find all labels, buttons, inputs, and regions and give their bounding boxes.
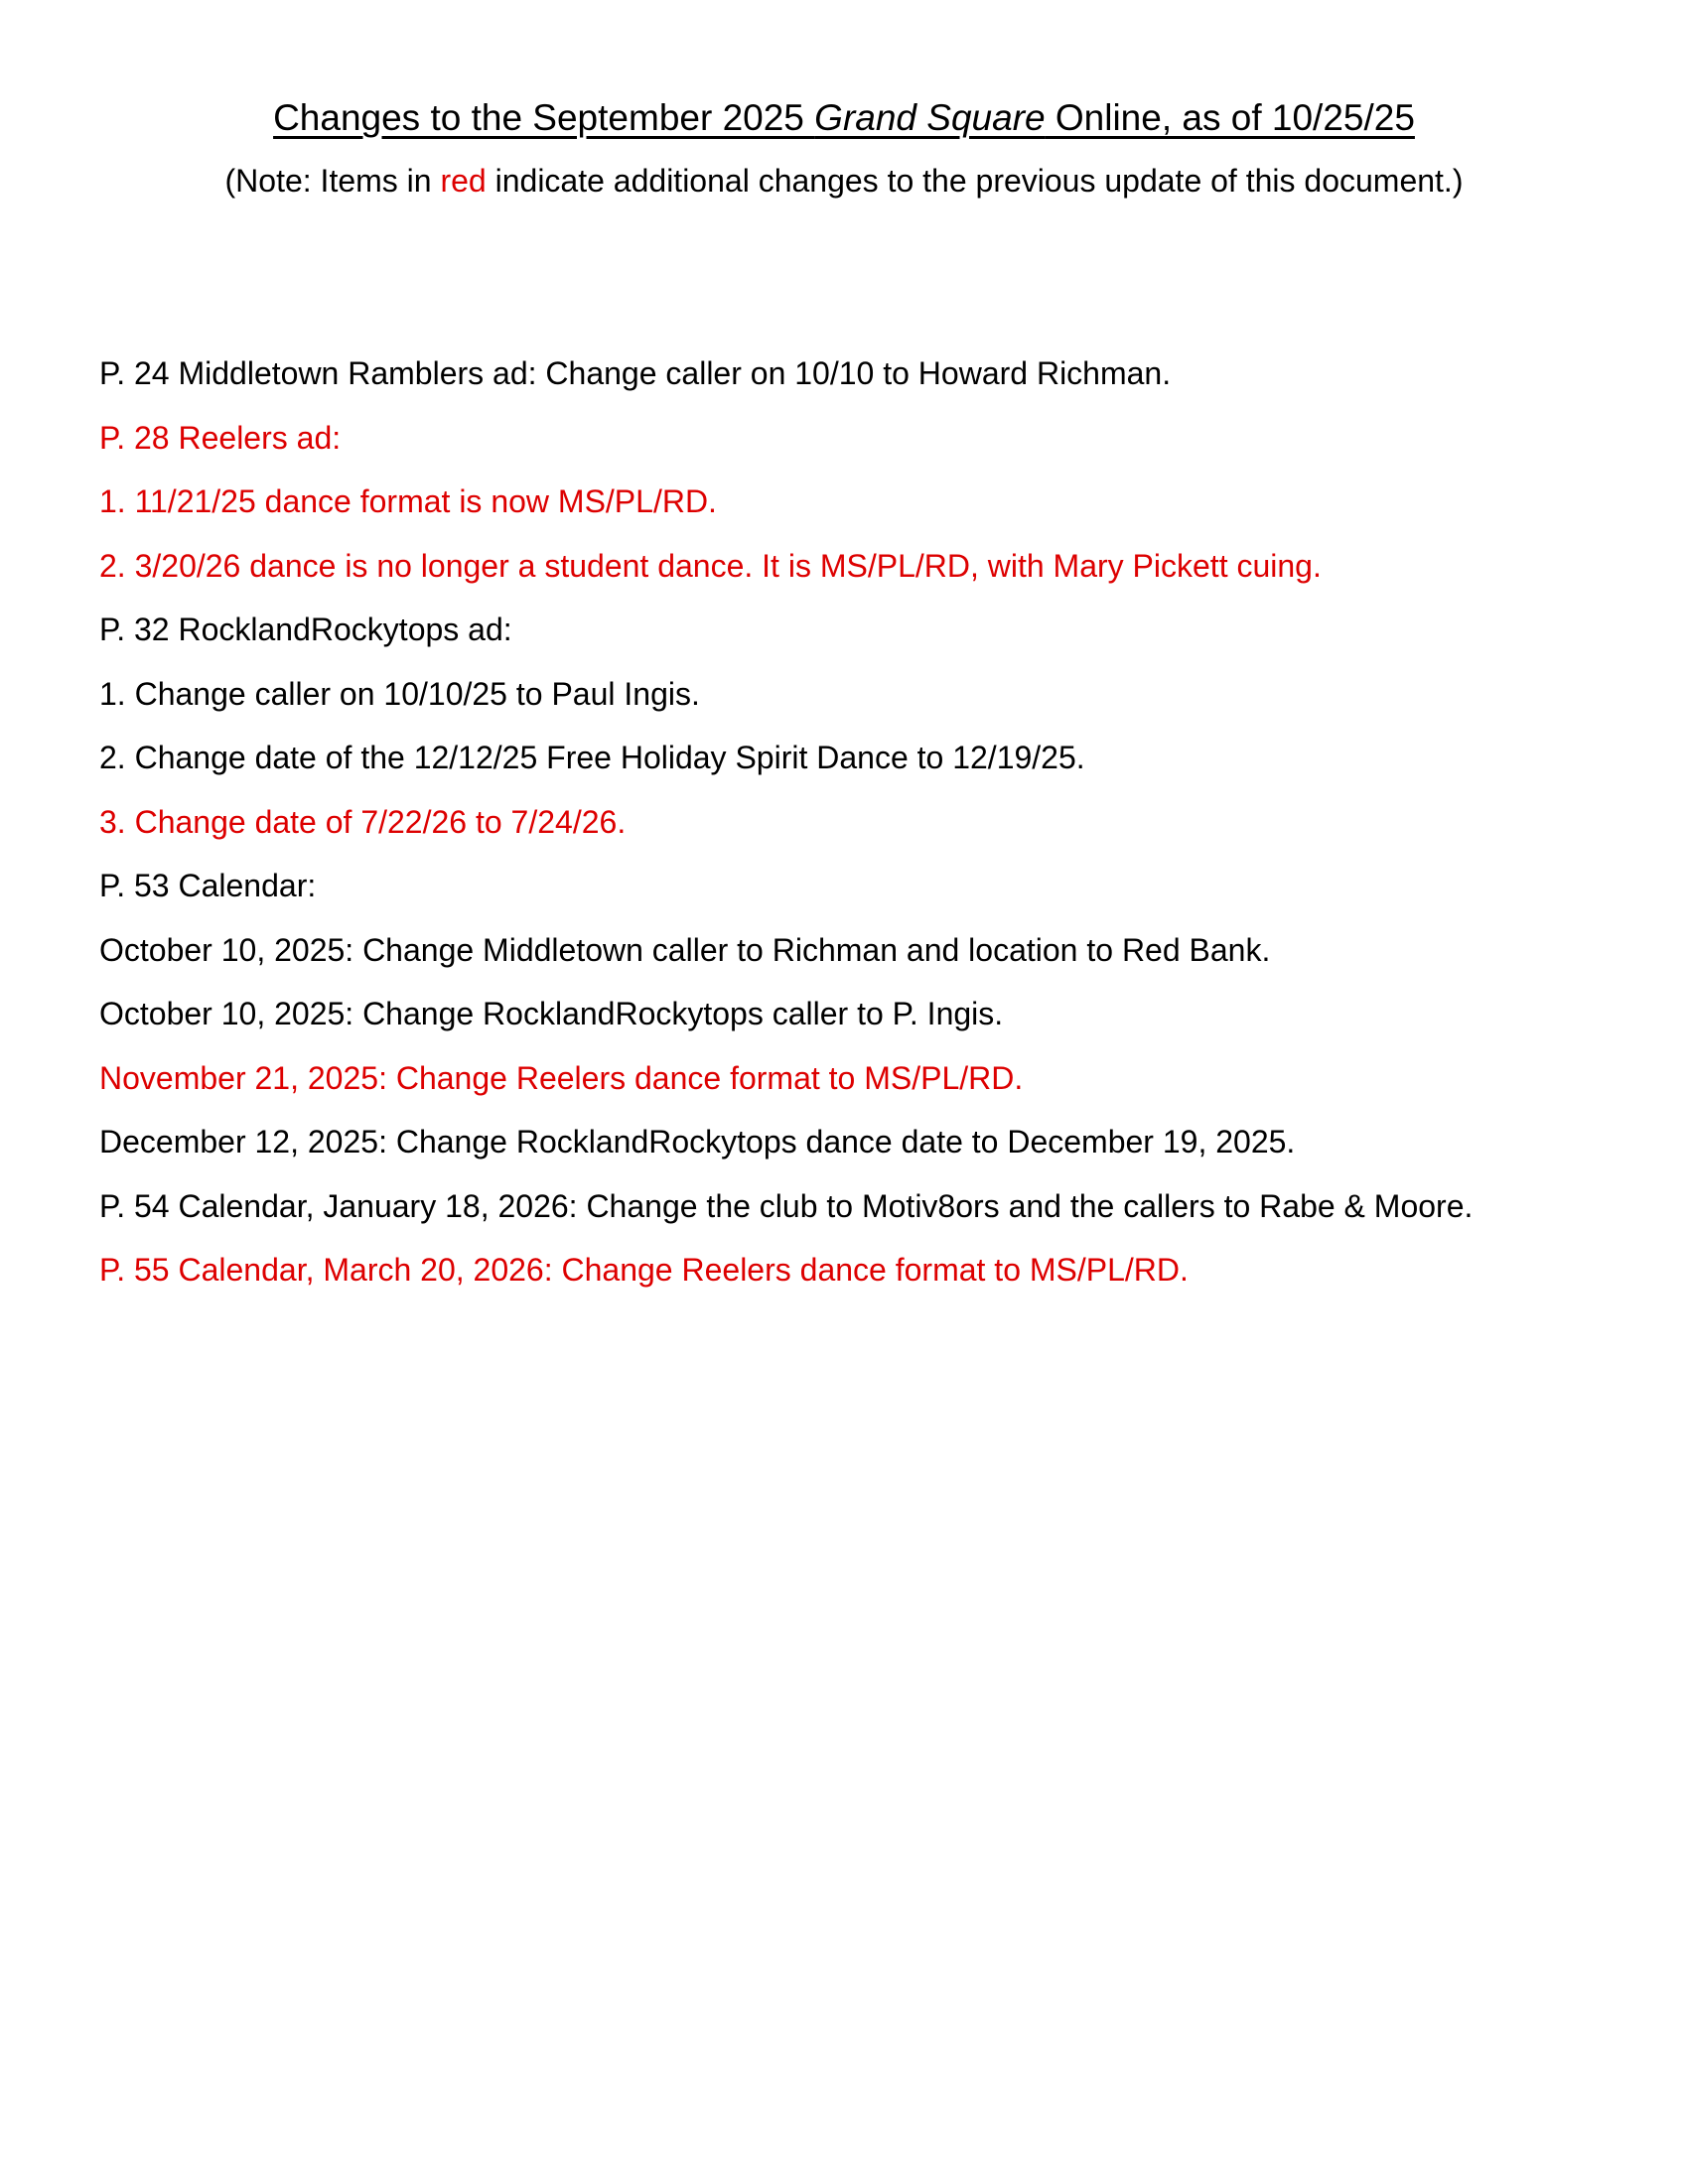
change-line-5: P. 32 RocklandRockytops ad: [99, 612, 512, 647]
change-line-3: 1. 11/21/25 dance format is now MS/PL/RD. [99, 483, 717, 519]
change-line-2: P. 28 Reelers ad: [99, 419, 342, 456]
change-line-14: P. 54 Calendar, January 18, 2026: Change the club to Motiv8ors and the callers to Rabe & Moore. [99, 1187, 1474, 1224]
change-line-12: November 21, 2025: Change Reelers dance format to MS/PL/RD. [99, 1059, 1024, 1096]
change-line-13: December 12, 2025: Change RocklandRockytops dance date to December 19, 2025. [99, 1124, 1296, 1160]
change-line-6: 1. Change caller on 10/10/25 to Paul Ingis. [99, 675, 700, 712]
change-line-8: 3. Change date of 7/22/26 to 7/24/26. [99, 803, 627, 840]
title-italic-publication-name: Grand Square [814, 97, 1046, 138]
changes-list [99, 341, 1668, 1302]
note-text-before: (Note: Items in [224, 163, 441, 199]
title-text-before: Changes to the September 2025 [273, 97, 815, 138]
title-text-after: Online, as of 10/25/25 [1045, 97, 1415, 138]
document-note [0, 161, 1688, 201]
change-line-4: 2. 3/20/26 dance is no longer a student dance. It is MS/PL/RD, with Mary Pickett cuing. [99, 547, 1322, 584]
note-red-word: red [440, 163, 487, 199]
change-line-7: 2. Change date of the 12/12/25 Free Holiday Spirit Dance to 12/19/25. [99, 740, 1085, 775]
change-line-10: October 10, 2025: Change Middletown caller to Richman and location to Red Bank. [99, 931, 1271, 968]
note-text-after: indicate additional changes to the previous update of this document.) [486, 163, 1464, 199]
change-line-1: P. 24 Middletown Ramblers ad: Change caller on 10/10 to Howard Richman. [99, 355, 1172, 391]
document-title [0, 96, 1688, 140]
change-line-11: October 10, 2025: Change RocklandRockytops caller to P. Ingis. [99, 996, 1004, 1031]
change-line-9: P. 53 Calendar: [99, 868, 317, 903]
change-line-15: P. 55 Calendar, March 20, 2026: Change Reelers dance format to MS/PL/RD. [99, 1252, 1189, 1288]
